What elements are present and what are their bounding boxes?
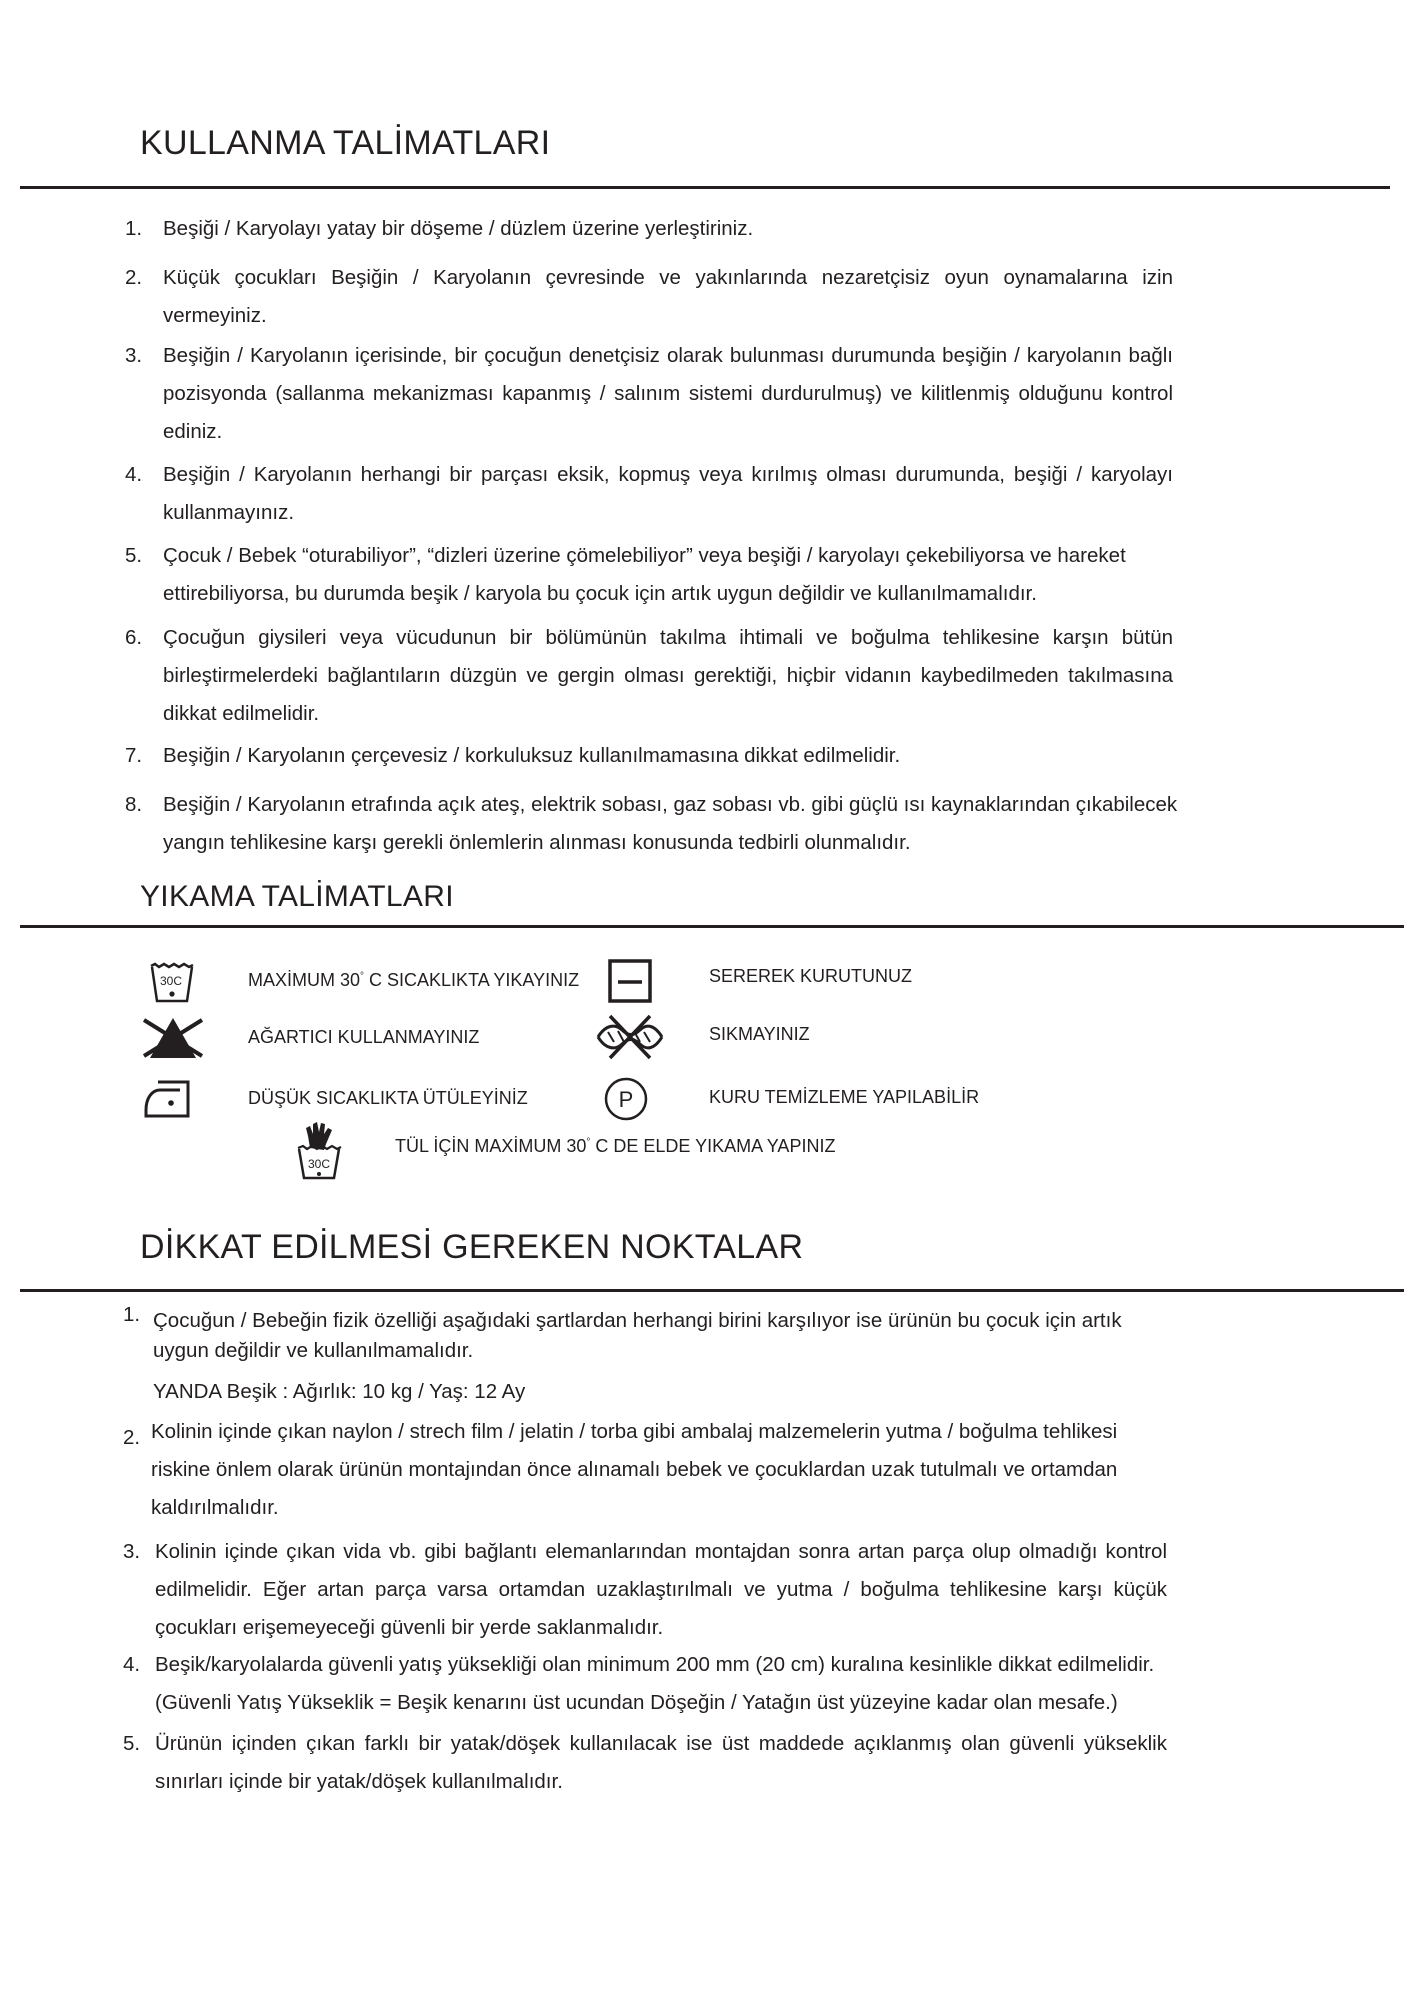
usage-item-5: [125, 537, 1173, 613]
list-text: Beşiğin / Karyolanın etrafında açık ateş, elektrik sobası, gaz sobası vb. gibi güçlü ısı kaynaklarından çıkabilecek yangın tehlikesine karşı gerekli önlemlerin alınması konusunda tedbirli olunmalıdır.: [163, 793, 1178, 854]
iron-low-temp-icon: [142, 1076, 198, 1120]
hand-wash-tub-label: 30C: [307, 1157, 331, 1171]
usage-item-1: [125, 210, 1173, 248]
list-number: 3.: [125, 344, 143, 367]
hand-wash-post: C DE ELDE YIKAMA YAPINIZ: [590, 1136, 836, 1156]
attention-item-1: [123, 1303, 1163, 1366]
usage-divider: [20, 186, 1390, 189]
attention-title: DİKKAT EDİLMESİ GEREKEN NOKTALAR: [140, 1228, 804, 1266]
usage-title: KULLANMA TALİMATLARI: [140, 124, 551, 162]
attention-item-4: [123, 1646, 1175, 1722]
usage-item-4: [125, 456, 1173, 532]
list-text: Çocuğun giysileri veya vücudunun bir bölümünün takılma ihtimali ve boğulma tehlikesine karşın bütün birleştirmelerdeki bağlantıların düzgün ve gergin olması gerektiği, hiçbir vidanın kaybedilmeden takılmasına dikkat edilmelidir.: [163, 626, 1173, 725]
wash-tub-label: 30C: [159, 974, 183, 988]
list-number: 5.: [123, 1732, 141, 1755]
attention-item-1-sub: YANDA Beşik : Ağırlık: 10 kg / Yaş: 12 Ay: [153, 1380, 526, 1403]
list-text: Çocuğun / Bebeğin fizik özelliği aşağıdaki şartlardan herhangi birini karşılıyor ise ürünün bu çocuk için artık uygun değildir ve kullanılmamalıdır.: [153, 1309, 1122, 1362]
usage-item-3: [125, 337, 1173, 451]
wash-tub-30-icon: [148, 958, 196, 1006]
dry-clean-icon: [603, 1076, 649, 1122]
list-text: Ürünün içinden çıkan farklı bir yatak/döşek kullanılacak ise üst maddede açıklanmış olan güvenli yükseklik sınırları içinde bir yatak/döşek kullanılmalıdır.: [155, 1732, 1167, 1793]
list-number: 1.: [125, 217, 143, 240]
washing-title: YIKAMA TALİMATLARI: [140, 880, 454, 913]
list-number: 4.: [125, 463, 143, 486]
list-number: 3.: [123, 1540, 141, 1563]
dry-clean-label: KURU TEMİZLEME YAPILABİLİR: [709, 1087, 980, 1107]
no-wring-label: SIKMAYINIZ: [709, 1024, 810, 1044]
list-number: 7.: [125, 744, 143, 767]
list-text: Çocuk / Bebek “oturabiliyor”, “dizleri üzerine çömelebiliyor” veya beşiği / karyolayı çekebiliyorsa ve hareket ettirebiliyorsa, bu durumda beşik / karyola bu çocuk için artık uygun değildir ve kullanılmamalıdır.: [163, 544, 1126, 605]
list-text: Beşik/karyolalarda güvenli yatış yüksekliği olan minimum 200 mm (20 cm) kuralına kesinlikle dikkat edilmelidir. (Güvenli Yatış Yükseklik = Beşik kenarını üst ucundan Döşeğin / Yatağın üst yüzeyine kadar olan mesafe.): [155, 1653, 1155, 1714]
list-number: 4.: [123, 1653, 141, 1676]
usage-item-6: [125, 619, 1173, 733]
tumble-dry-icon: [607, 958, 653, 1004]
no-bleach-label: AĞARTICI KULLANMAYINIZ: [248, 1027, 480, 1047]
list-number: 8.: [125, 793, 143, 816]
no-wring-icon: [594, 1012, 666, 1062]
wash-max-temp-label: [248, 970, 579, 991]
list-text: Küçük çocukları Beşiğin / Karyolanın çevresinde ve yakınlarında nezaretçisiz oyun oynamalarına izin vermeyiniz.: [163, 266, 1173, 327]
list-number: 5.: [125, 544, 143, 567]
hand-wash-icon: [292, 1120, 346, 1182]
no-bleach-icon: [140, 1012, 206, 1062]
list-text: Beşiği / Karyolayı yatay bir döşeme / düzlem üzerine yerleştiriniz.: [163, 217, 754, 240]
list-number: 2.: [125, 266, 143, 289]
list-text: Kolinin içinde çıkan vida vb. gibi bağlantı elemanlarından montajdan sonra artan parça olup olmadığı kontrol edilmelidir. Eğer artan parça varsa ortamdan uzaklaştırılmalı ve yutma / boğulma tehlikesine karşı küçük çocukları erişemeyeceği güvenli bir yerde saklanmalıdır.: [155, 1540, 1167, 1639]
degree-sign: °: [360, 971, 365, 982]
hand-wash-label: [395, 1136, 835, 1157]
usage-item-7: [125, 737, 1173, 775]
low-iron-label: DÜŞÜK SICAKLIKTA ÜTÜLEYİNİZ: [248, 1088, 528, 1108]
list-number: 2.: [123, 1426, 141, 1449]
washing-divider: [20, 925, 1404, 928]
attention-item-3: [123, 1533, 1167, 1647]
wash-max-post: C SICAKLIKTA YIKAYINIZ: [364, 970, 580, 990]
wash-max-pre: MAXİMUM 30: [248, 970, 361, 990]
usage-item-8: [125, 786, 1193, 862]
attention-divider: [20, 1289, 1404, 1292]
tumble-dry-label: SEREREK KURUTUNUZ: [709, 966, 913, 986]
attention-item-5: [123, 1725, 1167, 1801]
list-number: 1.: [123, 1303, 141, 1326]
dry-clean-letter: P: [618, 1087, 634, 1112]
hand-wash-pre: TÜL İÇİN MAXİMUM 30: [395, 1136, 587, 1156]
list-text: Beşiğin / Karyolanın çerçevesiz / korkuluksuz kullanılmamasına dikkat edilmelidir.: [163, 744, 901, 767]
degree-sign: °: [586, 1137, 591, 1148]
attention-item-2: [123, 1413, 1171, 1527]
list-number: 6.: [125, 626, 143, 649]
usage-item-2: [125, 259, 1173, 335]
list-text: Kolinin içinde çıkan naylon / strech film / jelatin / torba gibi ambalaj malzemelerin yutma / boğulma tehlikesi riskine önlem olarak ürünün montajından önce alınamalı bebek ve çocuklardan uzak tutulmalı ve ortamdan kaldırılmalıdır.: [151, 1420, 1118, 1519]
list-text: Beşiğin / Karyolanın içerisinde, bir çocuğun denetçisiz olarak bulunması durumunda beşiğin / karyolanın bağlı pozisyonda (sallanma mekanizması kapanmış / salınım sistemi durdurulmuş) ve kilitlenmiş olduğunu kontrol ediniz.: [163, 344, 1173, 443]
list-text: Beşiğin / Karyolanın herhangi bir parçası eksik, kopmuş veya kırılmış olması durumunda, beşiği / karyolayı kullanmayınız.: [163, 463, 1173, 524]
